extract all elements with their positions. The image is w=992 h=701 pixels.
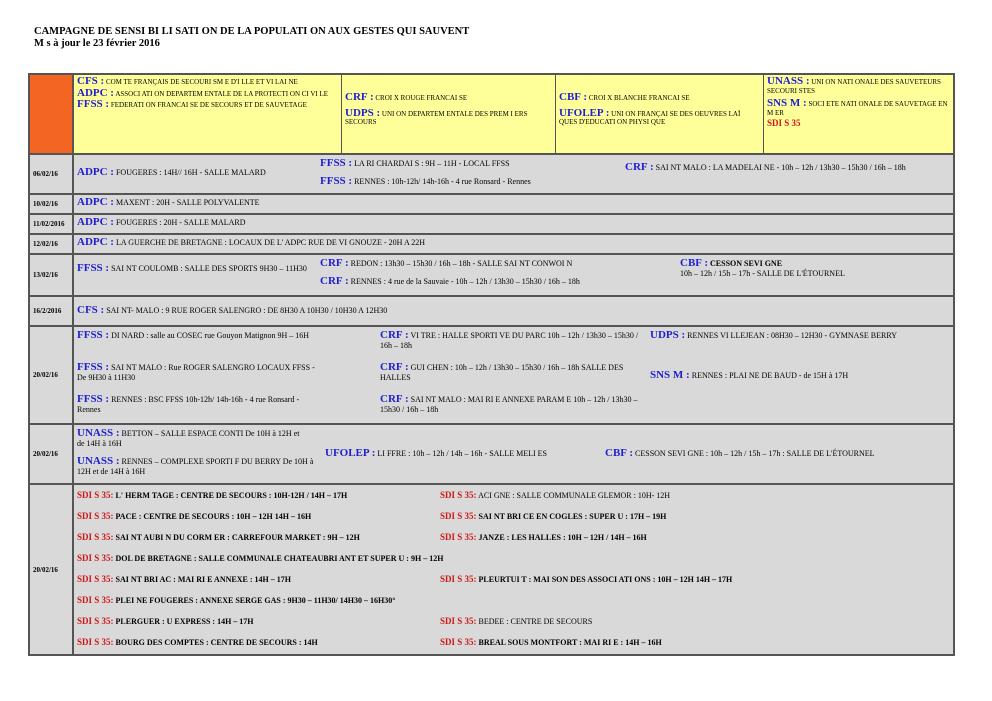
event-cell: SDI S 35: PACE : CENTRE DE SECOURS : 10H – 12H 14H – 16H: [77, 511, 312, 521]
org-code: SDI S 35: [440, 616, 474, 626]
org-code: CRF :: [380, 393, 409, 405]
legend-sdis-code: SDI S 35: [767, 118, 801, 128]
legend-cell-2: [342, 75, 556, 153]
org-code: SDI S 35: [77, 616, 111, 626]
event-text: BETTON – SALLE ESPACE CONTI De 10H à 12H et de 14H à 16H: [77, 429, 300, 448]
org-code: SNS M :: [650, 369, 690, 381]
update-date: M s à jour le 23 février 2016: [34, 38, 160, 49]
event-cell: SDI S 35: PLEURTUI T : MAI SON DES ASSOCI ATI ONS : 10H – 12H 14H – 17H: [440, 574, 733, 584]
event-cell: [380, 331, 640, 350]
event-cell: [650, 331, 940, 341]
org-code: SDI S 35: [440, 532, 474, 542]
row-date: 16/2/2016: [30, 297, 74, 325]
org-code: SDI S 35: [77, 553, 111, 563]
event-text: ACI GNE : SALLE COMMUNALE GLEMOR : 10H- 12H: [478, 491, 671, 500]
event-text: PLEURTUI T : MAI SON DES ASSOCI ATI ONS : 10H – 12H 14H – 17H: [478, 575, 733, 584]
event-cell: [77, 363, 317, 382]
org-code: SDI S 35: [440, 574, 474, 584]
event-cell: [77, 395, 317, 414]
legend-udps-code: UDPS :: [345, 106, 381, 119]
org-code: FFSS :: [77, 393, 110, 405]
legend-cbf-text: CROI X BLANCHE FRANCAI SE: [588, 94, 690, 102]
legend-crf-code: CRF :: [345, 91, 374, 103]
org-code: SDI S 35: [77, 574, 111, 584]
event-text: FOUGERES : 14H// 16H - SALLE MALARD: [115, 168, 266, 177]
event-text: DOL DE BRETAGNE : SALLE COMMUNALE CHATEAUBRI ANT ET SUPER U : 9H – 12H: [115, 554, 444, 563]
legend-row: [30, 75, 953, 155]
org-code: SDI S 35: [440, 490, 474, 500]
event-cell: [77, 218, 927, 228]
row-date: 12/02/16: [30, 235, 74, 253]
table-row: [30, 425, 953, 485]
legend-crf-text: CROI X ROUGE FRANCAI SE: [375, 94, 468, 102]
legend-ffss-text: FEDERATI ON FRANCAI SE DE SECOURS ET DE SAUVETAGE: [110, 101, 307, 109]
org-code: ADPC :: [77, 216, 114, 228]
event-text: PLERGUER : U EXPRESS : 14H – 17H: [115, 617, 254, 626]
event-text: SAI NT MALO : MAI RI E ANNEXE PARAM E 10h – 12h / 13h30 – 15h30 / 16h – 18h: [380, 395, 638, 414]
org-code: CRF :: [625, 161, 654, 173]
org-code: UDPS :: [650, 329, 686, 341]
event-cell: [77, 238, 927, 248]
org-code: SDI S 35: [77, 490, 111, 500]
event-cell: [680, 259, 950, 278]
legend-cbf-code: CBF :: [559, 91, 588, 103]
event-text: CESSON SEVI GNE : 10h – 12h / 15h – 17h : SALLE DE L'ÉTOURNEL: [635, 449, 875, 458]
event-text: VI TRE : HALLE SPORTI VE DU PARC 10h – 12h / 13h30 – 15h30 / 16h – 18h: [380, 331, 639, 350]
legend-cell-3: [556, 75, 764, 153]
event-cell: [380, 363, 640, 382]
event-text: SAI NT COULOMB : SALLE DES SPORTS 9H30 – 11H30: [111, 264, 307, 273]
legend-udps-text: UNI ON DEPARTEM ENTALE DES PREM I ERS SECOURS: [345, 109, 528, 126]
event-cell: SDI S 35: L' HERM TAGE : CENTRE DE SECOURS : 10H-12H / 14H – 17H: [77, 490, 348, 500]
title-line: CAMPAGNE DE SENSI BI LI SATI ON DE LA POPULATI ON AUX GESTES QUI SAUVENT: [34, 26, 470, 37]
row-date: 10/02/16: [30, 195, 74, 213]
event-cell: SDI S 35: PLERGUER : U EXPRESS : 14H – 17H: [77, 616, 254, 626]
legend-cfs-text: COM TE FRANÇAIS DE SECOURI SM E D'I LLE ET VI LAI NE: [105, 78, 298, 86]
org-code: FFSS :: [320, 157, 353, 169]
event-text: SAI NT BRI CE EN COGLES : SUPER U : 17H – 19H: [478, 512, 667, 521]
event-text: SAI NT AUBI N DU CORM ER : CARREFOUR MARKET : 9H – 12H: [115, 533, 360, 542]
legend-cell-1: [74, 75, 342, 153]
event-cell: [77, 429, 307, 448]
event-text: BEDEE : CENTRE DE SECOURS: [478, 617, 593, 626]
event-cell: [325, 449, 625, 459]
org-code: FFSS :: [77, 262, 110, 274]
org-code: FFSS :: [77, 329, 110, 341]
table-row: [30, 155, 953, 195]
org-code: SDI S 35: [440, 511, 474, 521]
event-cell: [625, 163, 950, 173]
org-code: CBF :: [680, 257, 709, 269]
event-cell: SDI S 35: DOL DE BRETAGNE : SALLE COMMUNALE CHATEAUBRI ANT ET SUPER U : 9H – 12H: [77, 553, 444, 563]
event-cell: [650, 371, 940, 381]
schedule-table: [28, 73, 955, 656]
org-code: SDI S 35: [77, 637, 111, 647]
event-cell: SDI S 35: SAI NT BRI AC : MAI RI E ANNEXE : 14H – 17H: [77, 574, 291, 584]
org-code: CBF :: [605, 447, 634, 459]
org-code: CFS :: [77, 304, 105, 316]
event-text: RENNES VI LLEJEAN : 08H30 – 12H30 - GYMNASE BERRY: [687, 331, 897, 340]
event-cell: [320, 159, 620, 169]
table-row: [30, 485, 953, 654]
event-cell: [77, 457, 317, 476]
org-code: FFSS :: [77, 361, 110, 373]
legend-adpc-text: ASSOCI ATI ON DEPARTEM ENTALE DE LA PROTECTI ON CI VI LE: [115, 89, 329, 98]
event-text: GUI CHEN : 10h – 12h / 13h30 – 15h30 / 16h – 18h SALLE DES HALLES: [380, 363, 624, 382]
legend-ffss-code: FFSS :: [77, 98, 110, 110]
event-cell: SDI S 35: PLEI NE FOUGERES : ANNEXE SERGE GAS : 9H30 – 11H30/ 14H30 – 16H30°: [77, 595, 396, 605]
event-text: SAI NT MALO : LA MADELAI NE - 10h – 12h / 13h30 – 15h30 / 16h – 18h: [655, 163, 906, 172]
event-text: FOUGERES : 20H - SALLE MALARD: [115, 218, 246, 227]
event-cell: SDI S 35: SAI NT BRI CE EN COGLES : SUPER U : 17H – 19H: [440, 511, 667, 521]
event-cell: [77, 168, 317, 178]
row-date: 20/02/16: [30, 425, 74, 483]
org-code: ADPC :: [77, 166, 114, 178]
row-date: 13/02/16: [30, 255, 74, 295]
event-text: SAI NT MALO : Rue ROGER SALENGRO LOCAUX FFSS - De 9H30 à 11H30: [77, 363, 315, 382]
event-cell: SDI S 35: BREAL SOUS MONTFORT : MAI RI E : 14H – 16H: [440, 637, 662, 647]
org-code: CRF :: [380, 361, 409, 373]
org-code: FFSS :: [320, 175, 353, 187]
event-text: LA GUERCHE DE BRETAGNE : LOCAUX DE L' ADPC RUE DE VI GNOUZE - 20H A 22H: [115, 238, 426, 247]
event-text: LA RI CHARDAI S : 9H – 11H - LOCAL FFSS: [354, 159, 510, 168]
event-text: DI NARD : salle au COSEC rue Gouyon Matignon 9H – 16H: [111, 331, 310, 340]
org-code: UFOLEP :: [325, 447, 376, 459]
event-cell: [380, 395, 640, 414]
event-cell: [77, 331, 317, 341]
org-code: SDI S 35: [77, 511, 111, 521]
legend-adpc-code: ADPC :: [77, 86, 114, 99]
event-text: RENNES : PLAI NE DE BAUD - de 15H à 17H: [691, 371, 849, 380]
legend-unass-code: UNASS :: [767, 75, 810, 87]
event-text: MAXENT : 20H - SALLE POLYVALENTE: [115, 198, 260, 207]
org-code: CRF :: [320, 275, 349, 287]
row-date: 20/02/16: [30, 327, 74, 423]
event-cell: SDI S 35: BEDEE : CENTRE DE SECOURS: [440, 616, 593, 626]
event-cell: [605, 449, 950, 459]
page-title: [34, 26, 469, 50]
event-text: LI FFRE : 10h – 12h / 14h – 16h - SALLE MELI ES: [377, 449, 547, 458]
org-code: SDI S 35: [440, 637, 474, 647]
event-cell: [320, 259, 660, 269]
event-cell: [320, 177, 620, 187]
event-text: BOURG DES COMPTES : CENTRE DE SECOURS : 14H: [115, 638, 318, 647]
org-code: SDI S 35: [77, 595, 111, 605]
org-code: ADPC :: [77, 236, 114, 248]
event-text: SAI NT BRI AC : MAI RI E ANNEXE : 14H – 17H: [115, 575, 291, 584]
org-code: CRF :: [320, 257, 349, 269]
event-text: CESSON SEVI GNE: [710, 259, 783, 268]
event-text: BREAL SOUS MONTFORT : MAI RI E : 14H – 16H: [478, 638, 662, 647]
event-text: SAI NT- MALO : 9 RUE ROGER SALENGRO : DE 8H30 A 10H30 / 10H30 A 12H30: [106, 306, 388, 315]
row-date: 20/02/16: [30, 485, 74, 654]
table-row: [30, 195, 953, 215]
event-cell: [77, 264, 307, 274]
event-cell: [320, 277, 665, 287]
legend-snsm-text: SOCI ETE NATI ONALE DE SAUVETAGE EN M ER: [767, 100, 948, 117]
table-row: [30, 215, 953, 235]
event-text: PACE : CENTRE DE SECOURS : 10H – 12H 14H – 16H: [115, 512, 312, 521]
table-row: [30, 297, 953, 327]
event-text: PLEI NE FOUGERES : ANNEXE SERGE GAS : 9H30 – 11H30/ 14H30 – 16H30°: [115, 596, 396, 605]
event-cell: SDI S 35: JANZE : LES HALLES : 10H – 12H / 14H – 16H: [440, 532, 647, 542]
event-cell: SDI S 35: ACI GNE : SALLE COMMUNALE GLEMOR : 10H- 12H: [440, 490, 671, 500]
legend-snsm-code: SNS M :: [767, 97, 807, 109]
event-text: JANZE : LES HALLES : 10H – 12H / 14H – 16H: [478, 533, 647, 542]
event-text: 10h – 12h / 15h – 17h - SALLE DE L'ÉTOURNEL: [680, 268, 845, 278]
org-code: UNASS :: [77, 455, 120, 467]
row-date: 11/02/2016: [30, 215, 74, 233]
event-cell: [77, 198, 927, 208]
legend-corner: [30, 75, 74, 153]
event-text: REDON : 13h30 – 15h30 / 16h – 18h - SALLE SAI NT CONWOI N: [350, 259, 573, 268]
event-text: RENNES : 10h-12h/ 14h-16h - 4 rue Ronsard - Rennes: [354, 177, 531, 186]
event-text: RENNES : BSC FFSS 10h-12h/ 14h-16h - 4 rue Ronsard - Rennes: [77, 395, 300, 414]
org-code: SDI S 35: [77, 532, 111, 542]
event-text: L' HERM TAGE : CENTRE DE SECOURS : 10H-12H / 14H – 17H: [115, 491, 348, 500]
event-cell: [77, 306, 927, 316]
org-code: UNASS :: [77, 427, 120, 439]
table-row: [30, 327, 953, 425]
legend-ufolep-code: UFOLEP :: [559, 106, 610, 119]
event-text: RENNES : 4 rue de la Sauvaie - 10h – 12h / 13h30 – 15h30 / 16h – 18h: [350, 277, 580, 286]
legend-ufolep-text: UNI ON FRANÇAI SE DES OEUVRES LAÏ QUES D'EDUCATI ON PHYSI QUE: [559, 109, 741, 126]
event-text: RENNES – COMPLEXE SPORTI F DU BERRY De 10H à 12H et de 14H à 16H: [77, 457, 314, 476]
event-cell: SDI S 35: SAI NT AUBI N DU CORM ER : CARREFOUR MARKET : 9H – 12H: [77, 532, 360, 542]
org-code: ADPC :: [77, 196, 114, 208]
table-row: [30, 235, 953, 255]
legend-cell-4: [764, 75, 953, 153]
row-date: 06/02/16: [30, 155, 74, 193]
legend-unass-text: UNI ON NATI ONALE DES SAUVETEURS SECOURI STES: [767, 78, 941, 95]
event-cell: SDI S 35: BOURG DES COMPTES : CENTRE DE SECOURS : 14H: [77, 637, 318, 647]
table-row: [30, 255, 953, 297]
legend-cfs-code: CFS :: [77, 75, 105, 87]
org-code: CRF :: [380, 329, 409, 341]
